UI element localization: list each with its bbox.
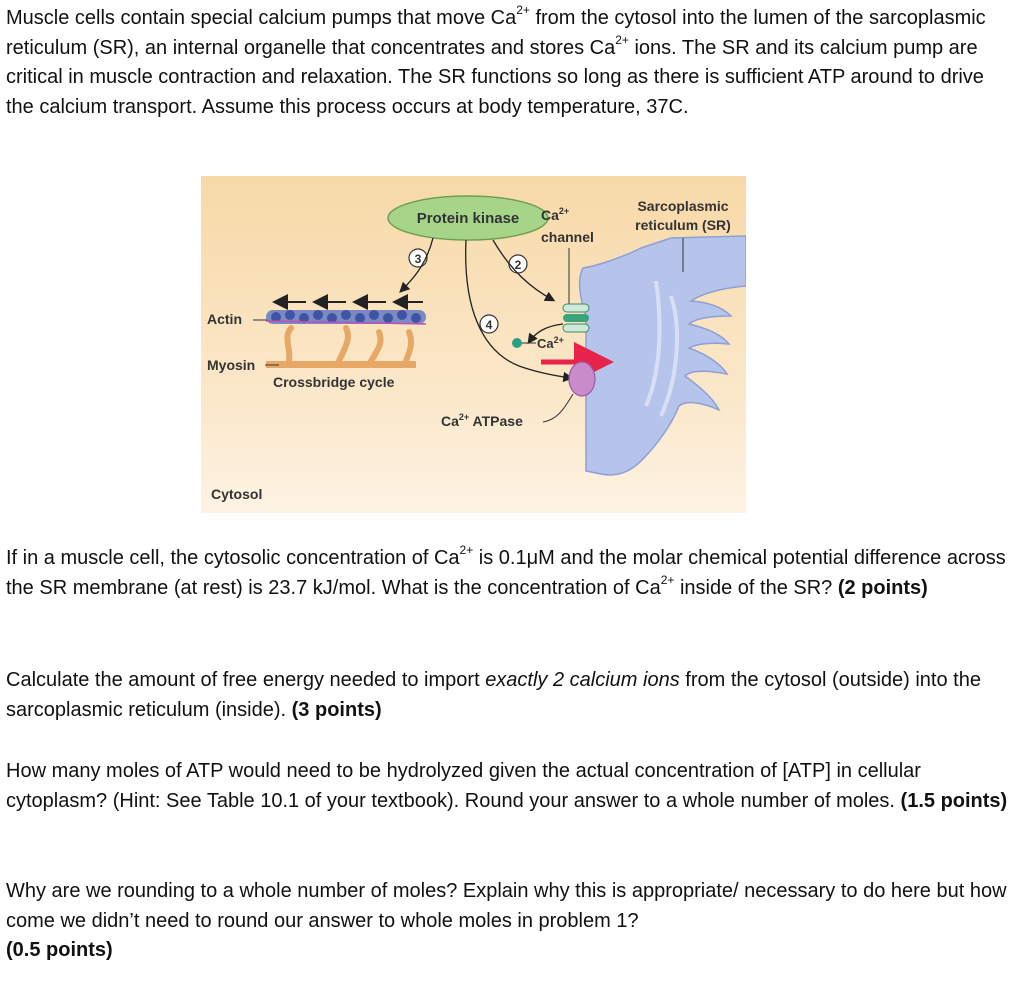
channel-protein-top	[563, 304, 589, 312]
intro-text-2: from the cytosol into the lumen of the sarcoplasmic reticulum (SR), an internal organelle that concentrates and stores Ca	[6, 7, 986, 59]
question-1	[6, 544, 1011, 603]
q2-emphasis: exactly 2 calcium ions	[485, 669, 680, 691]
protein-kinase-label: Protein kinase	[416, 210, 520, 227]
atpase-pump	[569, 362, 595, 396]
atpase-label: $Ca^{2+}$ ATPase	[441, 412, 523, 429]
step-4-label: 4	[485, 318, 493, 332]
q1-text-2: is 0.1μM and the molar chemical potential difference across the SR membrane (at rest) is 23.7 kJ/mol. What is the concentration of Ca	[6, 547, 1006, 599]
ca-channel-label-2: channel	[541, 229, 594, 245]
intro-text-1: Muscle cells contain special calcium pumps that move Ca	[6, 7, 517, 29]
intro-sup-1: 2+	[516, 3, 530, 18]
channel-protein-bottom	[563, 324, 589, 332]
question-2	[6, 666, 1011, 725]
q2-points: (3 points)	[291, 698, 382, 721]
sr-calcium-figure	[201, 176, 746, 513]
cytosol-label: Cytosol	[211, 486, 263, 502]
q3-points: (1.5 points)	[900, 789, 1008, 812]
question-4	[6, 877, 1011, 966]
crossbridge-label: Crossbridge cycle	[273, 374, 395, 390]
q1-points: (2 points)	[837, 576, 928, 599]
step-2-label: 2	[514, 258, 522, 272]
intro-text-3: ions. The SR and its calcium pump are critical in muscle contraction and relaxation. The SR functions so long as there is sufficient ATP around to drive the calcium transport. Assume this process occurs at body temperature, 37C.	[6, 36, 984, 118]
q4-points: (0.5 points)	[6, 939, 113, 961]
calcium-ion-label: $Ca^{2+}$	[537, 335, 564, 351]
myosin-label: Myosin	[207, 357, 256, 373]
intro-paragraph	[6, 4, 1011, 122]
q1-text-3: inside of the SR?	[674, 576, 838, 599]
intro-sup-2: 2+	[615, 32, 629, 47]
channel-protein-mid	[563, 314, 589, 322]
sr-label-line1: Sarcoplasmic	[637, 198, 729, 214]
q4-text: Why are we rounding to a whole number of moles? Explain why this is appropriate/ necessary to do here but how come we didn’t need to round our answer to whole moles in problem 1?	[6, 880, 1007, 932]
q2-text-1: Calculate the amount of free energy needed to import	[6, 669, 486, 691]
q1-sup-1: 2+	[459, 543, 474, 558]
q2-text-2: from the cytosol (outside) into the sarcoplasmic reticulum (inside).	[6, 669, 981, 721]
sr-label-line2: reticulum (SR)	[635, 217, 731, 233]
q3-text: How many moles of ATP would need to be hydrolyzed given the actual concentration of [ATP] in cellular cytoplasm? (Hint: See Table 10.1 of your textbook). Round your answer to a whole number of moles.	[6, 760, 921, 812]
ca-channel-label: $Ca^{2+}$	[541, 206, 570, 223]
calcium-ion	[512, 338, 522, 348]
q1-sup-2: 2+	[660, 572, 675, 587]
actin-label: Actin	[207, 311, 242, 327]
q1-text-1: If in a muscle cell, the cytosolic concentration of Ca	[6, 547, 460, 569]
step-3-label: 3	[414, 252, 422, 266]
question-3	[6, 757, 1011, 816]
